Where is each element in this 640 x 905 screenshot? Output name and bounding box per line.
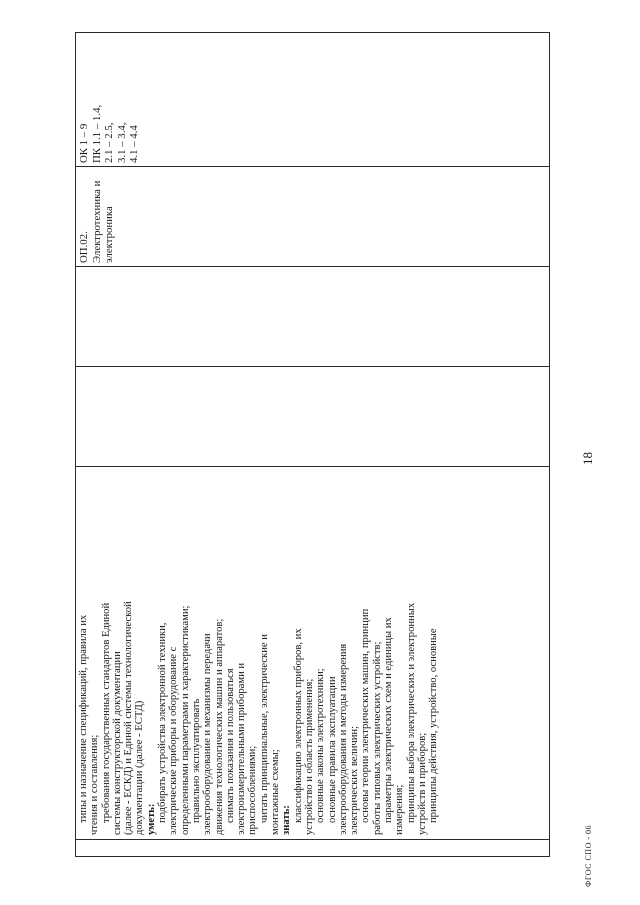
text-line: работы типовых электрических устройств;	[371, 641, 383, 835]
text-line: устройство и область применения;	[303, 678, 315, 835]
text-line: ОП.02.	[78, 231, 90, 263]
text-line: электрооборудования и методы измерения	[337, 643, 349, 835]
text-line: монтажные схемы;	[270, 749, 282, 835]
text-line: основы теории электрических машин, принцип	[360, 608, 372, 823]
text-line: определенными параметрами и характеристиками;	[179, 605, 191, 835]
competence-list	[76, 33, 141, 166]
text-line: движения технологических машин и аппаратов;	[213, 618, 225, 835]
text-line: устройств и приборов;	[416, 732, 428, 835]
curriculum-table	[75, 32, 550, 857]
text-line: принципы действия, устройство, основные	[428, 628, 440, 823]
text-line: 2.1 – 2.5,	[103, 122, 115, 163]
knowledge-skills-cell	[76, 467, 550, 840]
text-line: электрические приборы и оборудование с	[168, 646, 180, 835]
competences-cell	[76, 33, 550, 167]
text-line: 4.1 – 4.4	[128, 125, 140, 163]
text-line: ПК 1.1 – 1.4,	[90, 104, 103, 163]
text-line: электроизмерительными приборами и	[236, 662, 248, 835]
text-line: приспособлениями;	[247, 745, 259, 835]
text-line: читать принципиальные, электрические и	[258, 634, 270, 823]
text-line: чтения и составления;	[89, 734, 101, 835]
text-line: основные законы электротехники;	[315, 668, 327, 823]
text-line: системы конструкторской документации	[111, 651, 123, 835]
text-line: типы и назначение спецификаций, правила их	[78, 614, 89, 823]
text-line: измерения;	[394, 784, 406, 835]
text-line: электроника	[103, 206, 115, 263]
text-line: основные правила эксплуатации	[326, 676, 338, 823]
text-line: правильно эксплуатировать	[190, 698, 202, 823]
text-line: параметры электрических схем и единицы их	[383, 617, 395, 823]
text-line: классификацию электронных приборов, их	[292, 628, 304, 823]
table-row	[76, 33, 550, 857]
discipline-list	[76, 167, 116, 266]
footer-code: ФГОС СПО - 06	[584, 824, 593, 887]
text-line: принципы выбора электрических и электронных	[405, 602, 417, 823]
index-cell	[76, 840, 550, 857]
knowledge-list	[76, 467, 440, 839]
text-line: Электротехника и	[90, 180, 103, 263]
hours-max-cell	[76, 367, 550, 467]
text-line: знать:	[281, 805, 293, 835]
hours-class-cell	[76, 267, 550, 367]
text-line: ОК 1 – 9	[78, 123, 90, 163]
text-line: снимать показания и пользоваться	[224, 668, 236, 823]
text-line: 3.1 – 3.4,	[115, 122, 128, 163]
text-line: уметь:	[145, 803, 157, 835]
text-line: электрооборудование и механизмы передачи	[202, 633, 214, 835]
text-line: требования государственных стандартов Единой	[100, 602, 112, 823]
text-line: подбирать устройства электронной техники,	[157, 622, 169, 823]
text-line: электрических величин;	[349, 725, 361, 835]
text-line: документации (далее - ЕСТД)	[134, 700, 146, 835]
page-number: 18	[580, 452, 595, 465]
discipline-cell	[76, 167, 550, 267]
text-line: (далее - ЕСКД) и Единой системы технологической	[123, 601, 135, 835]
